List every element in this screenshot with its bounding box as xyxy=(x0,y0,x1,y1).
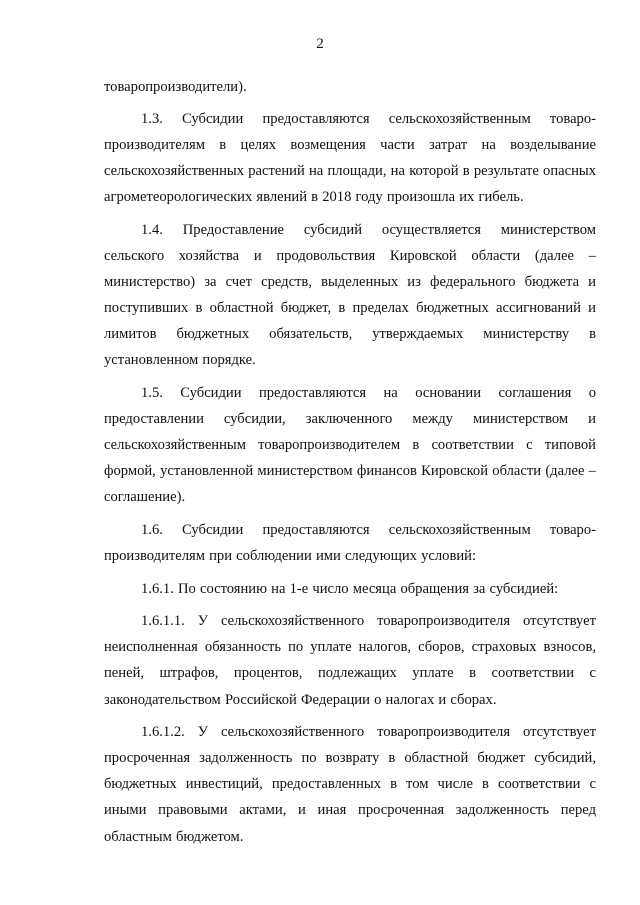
paragraph-1-6: 1.6. Субсидии предоставляются сельскохозяйственным товаро-производителям при соблюдении ими следующих условий: xyxy=(104,522,596,565)
paragraph-1-3: 1.3. Субсидии предоставляются сельскохозяйственным товаро-производителям в целях возмещения части затрат на возделывание сельскохозяйственных растений на площади, на которой в результате опасных агрометеорологических явлений в 2018 году произошла их гибель. xyxy=(104,111,596,206)
paragraph-1-5: 1.5. Субсидии предоставляются на основании соглашения о предоставлении субсидии, заключенного между министерством и сельскохозяйственным товаропроизводителем в соответствии с типовой формой, установленной министерством финансов Кировской области (далее – соглашение). xyxy=(104,385,596,506)
document-body xyxy=(104,74,596,856)
page-number: 2 xyxy=(316,36,324,52)
paragraph-1-4: 1.4. Предоставление субсидий осуществляется министерством сельского хозяйства и продовольствия Кировской области (далее – министерство) за счет средств, выделенных из федерального бюджета и поступивших в областной бюджет, в пределах бюджетных ассигнований и лимитов бюджетных обязательств, утверждаемых министерству в установленном порядке. xyxy=(104,221,596,369)
paragraph-1-6-1-1: 1.6.1.1. У сельскохозяйственного товаропроизводителя отсутствует неисполненная обязанность по уплате налогов, сборов, страховых взносов, пеней, штрафов, процентов, подлежащих уплате в соответствии с законодательством Российской Федерации о налогах и сборах. xyxy=(104,613,596,708)
paragraph-1-6-1: 1.6.1. По состоянию на 1-е число месяца обращения за субсидией: xyxy=(141,580,559,597)
paragraph-continuation: товаропроизводители). xyxy=(104,79,247,95)
paragraph-1-6-1-2: 1.6.1.2. У сельскохозяйственного товаропроизводителя отсутствует просроченная задолженность по возврату в областной бюджет субсидий, бюджетных инвестиций, предоставленных в том числе в соответствии с иными правовыми актами, и иная просроченная задолженность перед областным бюджетом. xyxy=(104,724,596,845)
